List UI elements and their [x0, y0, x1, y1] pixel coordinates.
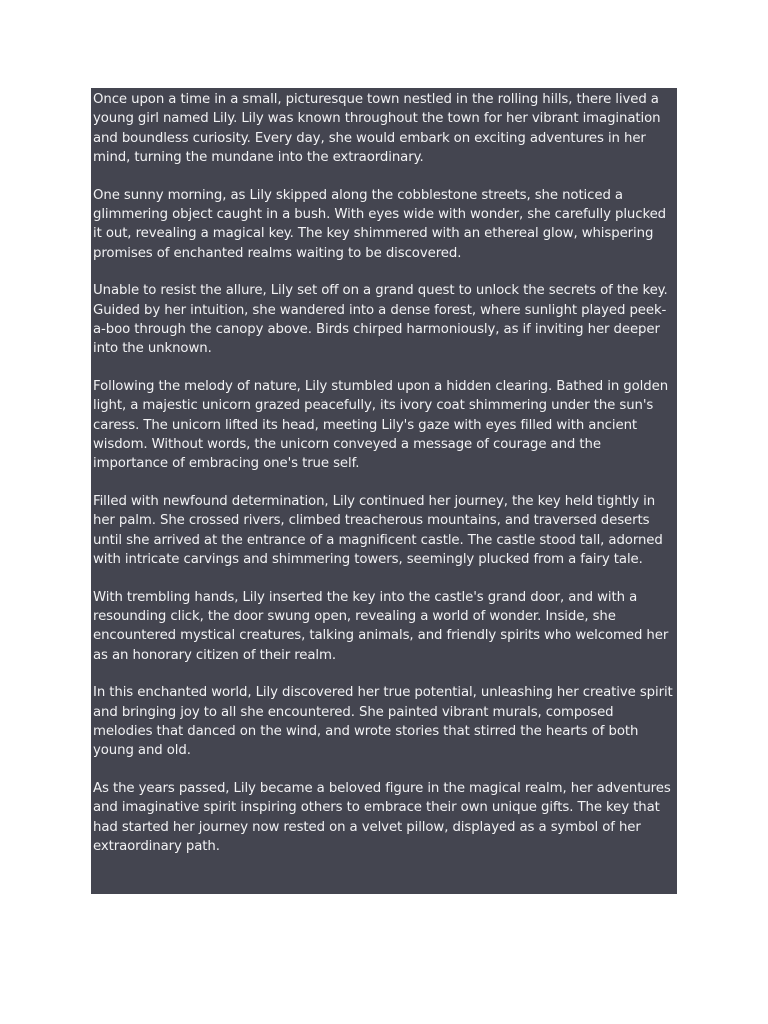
paragraph-8: As the years passed, Lily became a beloved figure in the magical realm, her adventures and imaginative spirit inspiring others to embrace their own unique gifts. The key that had started her journey now rested on a velvet pillow, displayed as a symbol of her extraordinary path. [93, 781, 671, 854]
paragraph-3: Unable to resist the allure, Lily set off on a grand quest to unlock the secrets of the key. Guided by her intuition, she wandered into a dense forest, where sunlight played peek-a-boo through the canopy above. Birds chirped harmoniously, as if inviting her deeper into the unknown. [93, 283, 668, 357]
paragraph-2: One sunny morning, as Lily skipped along the cobblestone streets, she noticed a glimmering object caught in a bush. With eyes wide with wonder, she carefully plucked it out, revealing a magical key. The key shimmered with an ethereal glow, whispering promises of enchanted realms waiting to be discovered. [93, 187, 666, 261]
paragraph-7: In this enchanted world, Lily discovered her true potential, unleashing her creative spirit and bringing joy to all she encountered. She painted vibrant murals, composed melodies that danced on the wind, and wrote stories that stirred the hearts of both young and old. [93, 685, 673, 759]
paragraph-5: Filled with newfound determination, Lily continued her journey, the key held tightly in her palm. She crossed rivers, climbed treacherous mountains, and traversed deserts until she arrived at the entrance of a magnificent castle. The castle stood tall, adorned with intricate carvings and shimmering towers, seemingly plucked from a fairy tale. [93, 494, 663, 567]
story-text-block [91, 88, 677, 894]
paragraph-1: Once upon a time in a small, picturesque town nestled in the rolling hills, there lived a young girl named Lily. Lily was known throughout the town for her vibrant imagination and boundless curiosity. Every day, she would embark on exciting adventures in her mind, turning the mundane into the extraordinary. [93, 92, 661, 165]
paragraph-6: With trembling hands, Lily inserted the key into the castle's grand door, and with a resounding click, the door swung open, revealing a world of wonder. Inside, she encountered mystical creatures, talking animals, and friendly spirits who welcomed her as an honorary citizen of their realm. [93, 589, 669, 663]
paragraph-4: Following the melody of nature, Lily stumbled upon a hidden clearing. Bathed in golden light, a majestic unicorn grazed peacefully, its ivory coat shimmering under the sun's caress. The unicorn lifted its head, meeting Lily's gaze with eyes filled with ancient wisdom. Without words, the unicorn conveyed a message of courage and the importance of embracing one's true self. [93, 379, 669, 472]
